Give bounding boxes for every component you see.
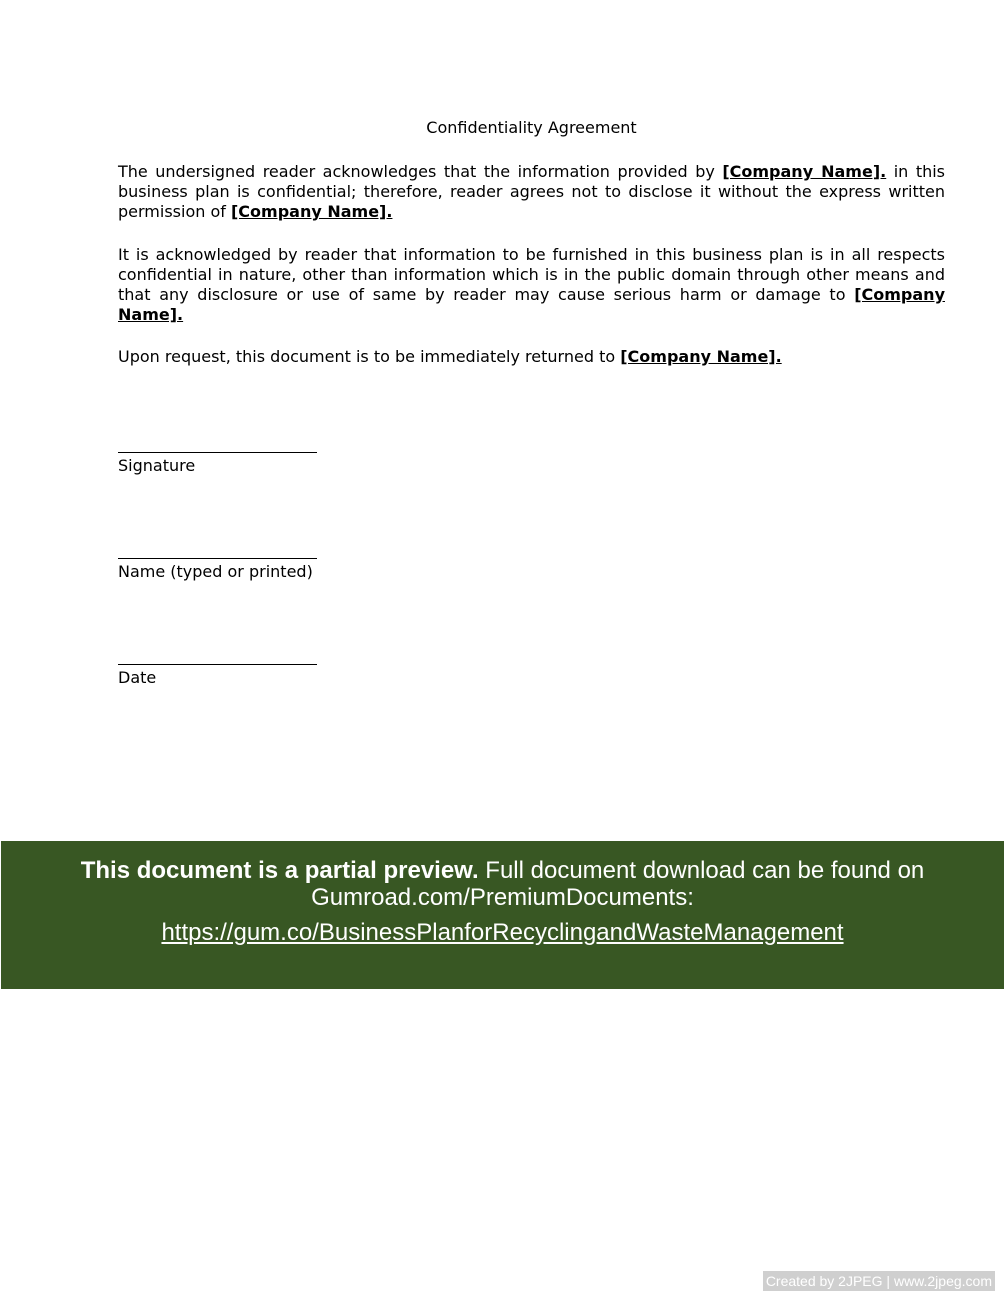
name-line[interactable]	[118, 540, 317, 559]
date-line[interactable]	[118, 646, 317, 665]
paragraph-text: Upon request, this document is to be immediately returned to	[118, 347, 621, 366]
download-link[interactable]: https://gum.co/BusinessPlanforRecyclingandWasteManagement	[161, 919, 844, 946]
paragraph-acknowledgement	[118, 245, 945, 325]
page-title: Confidentiality Agreement	[426, 118, 637, 137]
company-name-placeholder: [Company Name].	[620, 347, 782, 366]
company-name-placeholder: [Company Name].	[722, 162, 887, 181]
preview-notice-bold: This document is a partial preview.	[80, 857, 479, 884]
preview-notice-text: Full document download can be found on Gumroad.com/PremiumDocuments:	[311, 857, 925, 911]
paragraph-text: It is acknowledged by reader that information to be furnished in this business plan is in all respects confidential in nature, other than information which is in the public domain through other means and that any disclosure or use of same by reader may cause serious harm or damage to	[118, 245, 945, 304]
signature-label: Signature	[118, 456, 196, 475]
name-label: Name (typed or printed)	[118, 562, 313, 581]
date-field	[118, 646, 317, 688]
date-label: Date	[118, 668, 157, 687]
watermark-badge: Created by 2JPEG | www.2jpeg.com	[763, 1271, 995, 1291]
preview-banner	[1, 841, 1004, 989]
signature-line[interactable]	[118, 434, 317, 453]
name-field	[118, 540, 317, 582]
paragraph-text: in this business plan is confidential; therefore, reader agrees not to disclose it without the express written permission of	[118, 162, 946, 221]
preview-notice	[1, 857, 1004, 911]
paragraph-text: The undersigned reader acknowledges that the information provided by	[118, 162, 723, 181]
paragraph-return	[118, 347, 945, 367]
signature-field	[118, 434, 317, 476]
company-name-placeholder: [Company Name].	[230, 202, 393, 221]
company-name-placeholder: [Company Name].	[118, 285, 945, 324]
paragraph-disclosure	[118, 162, 945, 222]
